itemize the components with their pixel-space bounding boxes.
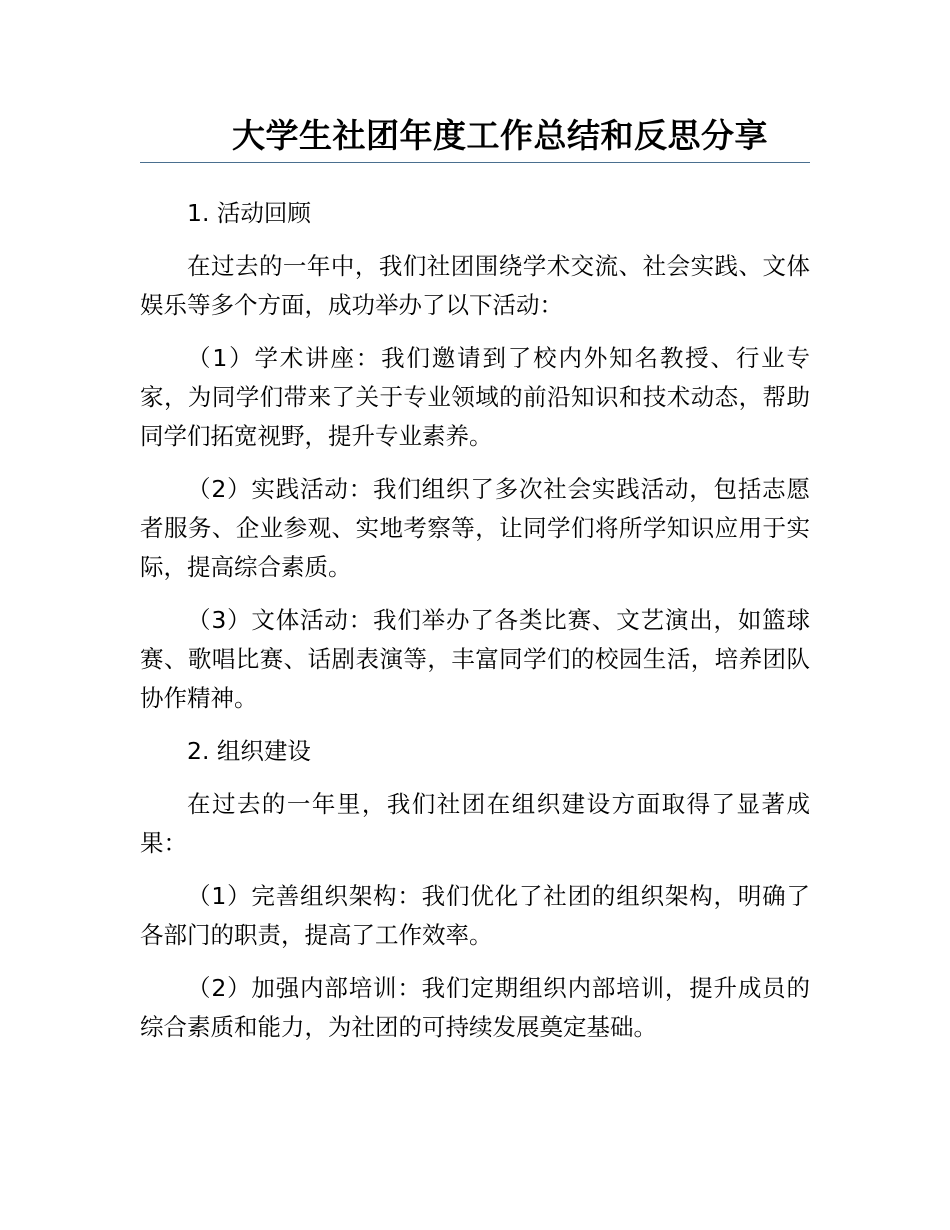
paragraph-activity-intro: 在过去的一年中，我们社团围绕学术交流、社会实践、文体娱乐等多个方面，成功举办了以下活动： (140, 252, 810, 319)
document-title: 大学生社团年度工作总结和反思分享 (232, 116, 768, 155)
section-heading-activity-review: 1. 活动回顾 (187, 199, 311, 227)
document-body (140, 194, 810, 1061)
paragraph-internal-training: （2）加强内部培训：我们定期组织内部培训，提升成员的综合素质和能力，为社团的可持续发展奠定基础。 (140, 974, 810, 1041)
title-underline (140, 162, 810, 163)
paragraph-sports-culture: （3）文体活动：我们举办了各类比赛、文艺演出，如篮球赛、歌唱比赛、话剧表演等，丰富同学们的校园生活，培养团队协作精神。 (140, 606, 810, 712)
paragraph-org-structure: （1）完善组织架构：我们优化了社团的组织架构，明确了各部门的职责，提高了工作效率。 (140, 882, 810, 949)
section-heading-organization: 2. 组织建设 (187, 737, 311, 765)
paragraph-organization-intro: 在过去的一年里，我们社团在组织建设方面取得了显著成果： (140, 790, 810, 857)
paragraph-academic-lectures: （1）学术讲座：我们邀请到了校内外知名教授、行业专家，为同学们带来了关于专业领域的前沿知识和技术动态，帮助同学们拓宽视野，提升专业素养。 (140, 344, 810, 450)
paragraph-practice-activities: （2）实践活动：我们组织了多次社会实践活动，包括志愿者服务、企业参观、实地考察等，让同学们将所学知识应用于实际，提高综合素质。 (140, 475, 810, 581)
